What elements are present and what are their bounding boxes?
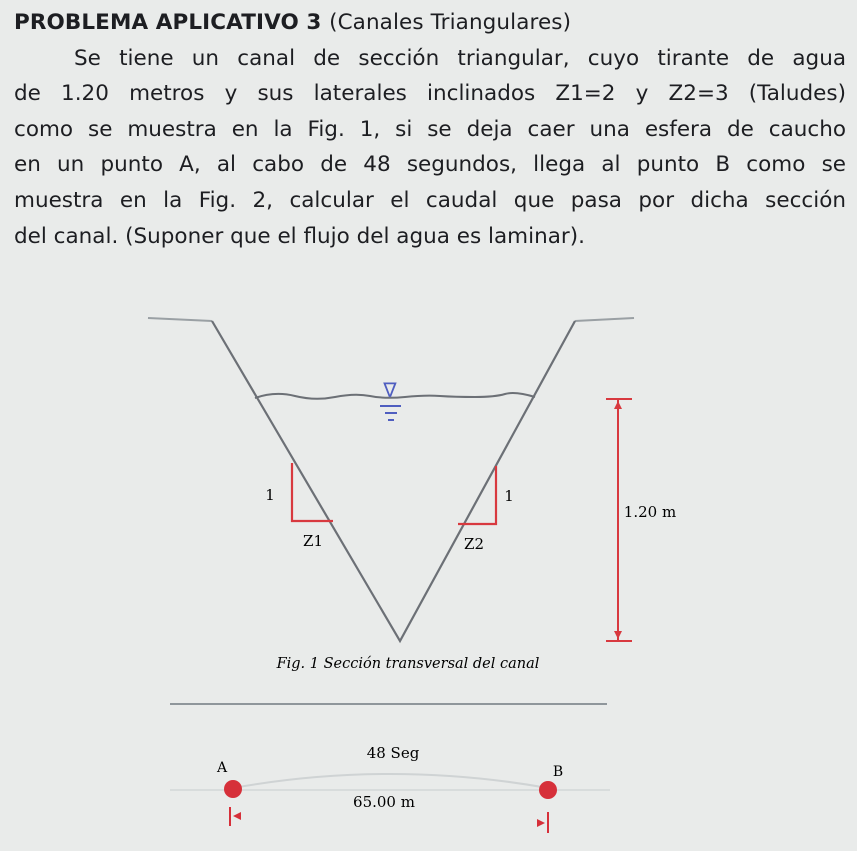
figures <box>0 300 857 851</box>
right-slope-vertical-label: 1 <box>504 487 514 505</box>
time-label: 48 Seg <box>366 744 420 762</box>
problem-title-sub: (Canales Triangulares) <box>329 10 572 35</box>
problem-line: en un punto A, al cabo de 48 segundos, llega al punto B como se <box>14 152 846 178</box>
channel-walls <box>212 321 575 641</box>
problem-line: como se muestra en la Fig. 1, si se deja caer una esfera de caucho <box>14 116 846 142</box>
point-a-label: A <box>216 760 228 776</box>
problem-line: muestra en la Fig. 2, calcular el caudal que pasa por dicha sección <box>14 187 846 213</box>
left-bank-ground <box>148 318 212 321</box>
ball-trajectory <box>233 774 548 788</box>
left-slope-vertical-label: 1 <box>265 486 275 504</box>
ball-at-a <box>224 780 242 798</box>
depth-label: 1.20 m <box>623 503 677 521</box>
problem-line: de 1.20 metros y sus laterales inclinados Z1=2 y Z2=3 (Taludes) <box>14 81 846 107</box>
figure-2-ball-travel <box>170 704 610 833</box>
right-slope-z-label: Z2 <box>464 535 484 553</box>
figure-1-caption: Fig. 1 Sección transversal del canal <box>276 656 540 672</box>
svg-text:∇: ∇ <box>383 378 397 402</box>
left-slope-z-label: Z1 <box>303 532 323 550</box>
water-level-symbol <box>380 378 401 420</box>
figure-1-channel-section <box>148 318 676 672</box>
problem-body <box>14 41 846 255</box>
problem-title-main: PROBLEMA APLICATIVO 3 <box>14 10 322 35</box>
problem-title <box>14 5 846 41</box>
distance-label: 65.00 m <box>353 793 415 811</box>
point-b-label: B <box>552 764 564 780</box>
ball-at-b <box>539 781 557 799</box>
problem-statement <box>14 0 846 254</box>
problem-line: del canal. (Suponer que el flujo del agua es laminar). <box>14 223 585 249</box>
right-bank-ground <box>575 318 634 321</box>
problem-line: Se tiene un canal de sección triangular, cuyo tirante de agua <box>74 45 846 71</box>
